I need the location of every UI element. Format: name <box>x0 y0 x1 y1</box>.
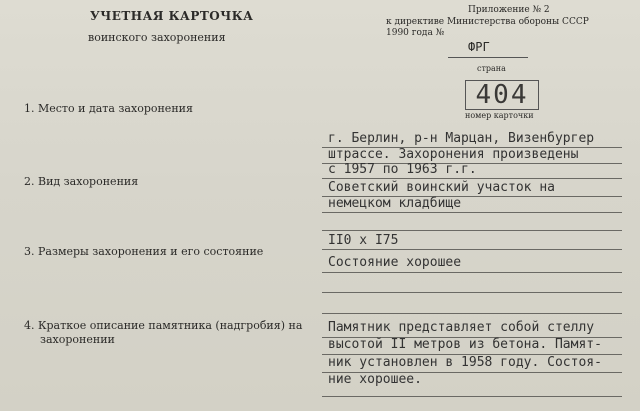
rule-line <box>322 249 622 250</box>
monument-text-line: Памятник представляет собой стеллу <box>328 320 595 335</box>
place-label: 1. Место и дата захоронения <box>24 102 193 115</box>
card-number-label: номер карточки <box>465 111 534 120</box>
appendix-number: Приложение № 2 <box>468 5 550 15</box>
card-title: УЧЕТНАЯ КАРТОЧКА <box>90 9 254 23</box>
rule-line <box>322 178 622 179</box>
appendix-directive: к директиве Министерства обороны СССР <box>386 17 589 27</box>
place-text-line: г. Берлин, р-н Марцан, Визенбургер <box>328 131 595 146</box>
monument-label-cont: захоронении <box>40 333 115 346</box>
monument-text-line: ник установлен в 1958 году. Состоя- <box>328 355 602 370</box>
card-subtitle: воинского захоронения <box>88 31 226 44</box>
rule-line <box>322 230 622 231</box>
size-text-line: II0 x I75 <box>328 233 399 248</box>
type-text-line: немецком кладбище <box>328 196 462 211</box>
country-label: страна <box>477 64 506 73</box>
monument-text-line: ние хорошее. <box>328 372 422 387</box>
type-label: 2. Вид захоронения <box>24 175 139 188</box>
card-number-box: 404 <box>465 80 539 110</box>
place-text-line: с 1957 по 1963 г.г. <box>328 162 477 177</box>
size-label: 3. Размеры захоронения и его состояние <box>24 245 264 258</box>
appendix-year: 1990 года № <box>386 28 445 38</box>
country-value: ФРГ <box>468 40 490 54</box>
rule-line <box>322 272 622 273</box>
rule-line <box>322 212 622 213</box>
place-text-line: штрассе. Захоронения произведены <box>328 147 579 162</box>
rule-line <box>322 313 622 314</box>
rule-line <box>322 396 622 397</box>
rule-line <box>322 292 622 293</box>
type-text-line: Советский воинский участок на <box>328 180 555 195</box>
monument-label: 4. Краткое описание памятника (надгробия) на <box>24 319 303 332</box>
size-text-line: Состояние хорошее <box>328 255 462 270</box>
monument-text-line: высотой II метров из бетона. Памят- <box>328 337 602 352</box>
country-underline <box>448 57 528 58</box>
